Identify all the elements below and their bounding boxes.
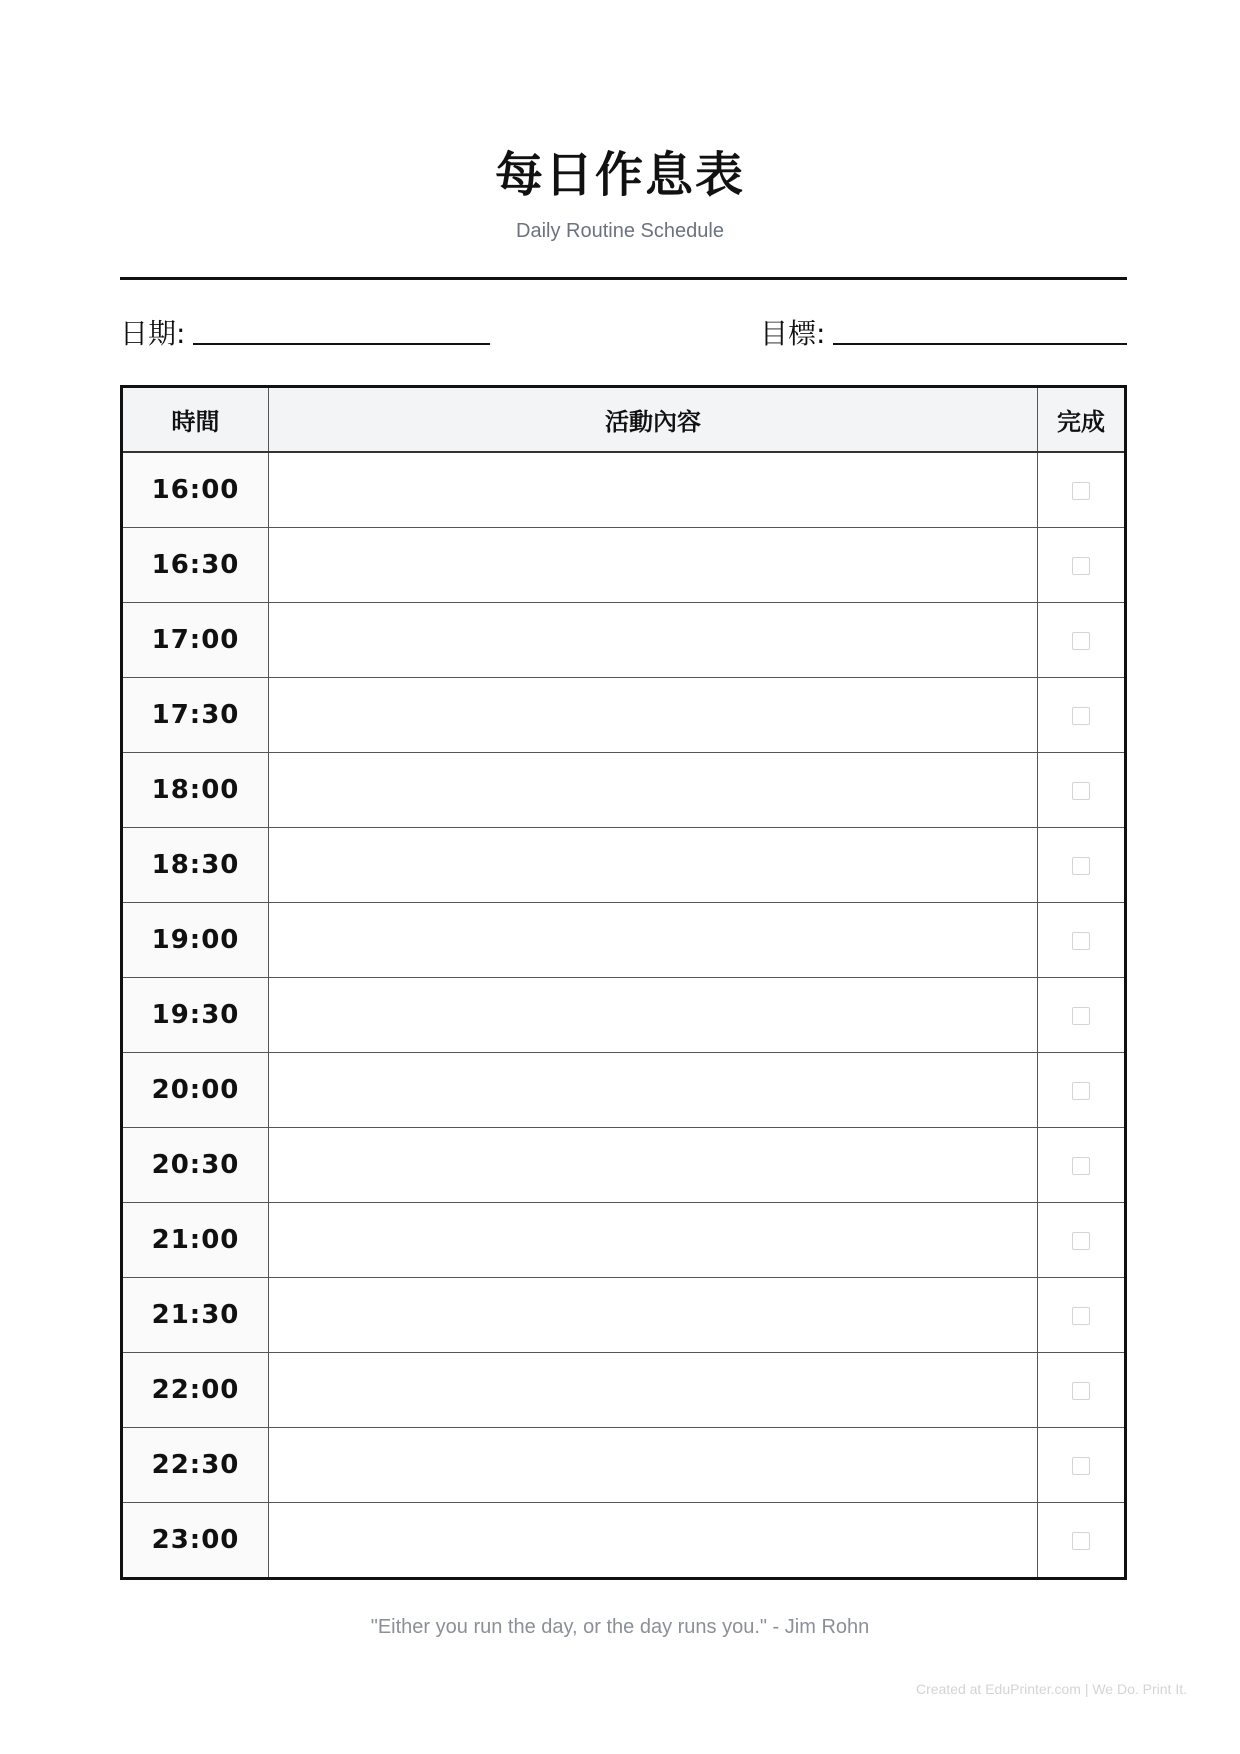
done-checkbox[interactable]: [1072, 1007, 1090, 1025]
done-checkbox[interactable]: [1072, 632, 1090, 650]
activity-cell[interactable]: [269, 603, 1038, 678]
done-column-header: 完成: [1038, 387, 1126, 453]
table-row: [122, 1278, 1126, 1353]
time-cell: 16:30: [122, 528, 269, 603]
done-checkbox[interactable]: [1072, 1307, 1090, 1325]
table-row: [122, 1503, 1126, 1579]
done-checkbox[interactable]: [1072, 1232, 1090, 1250]
schedule-table: [120, 385, 1127, 1580]
activity-cell[interactable]: [269, 452, 1038, 528]
time-cell: 21:30: [122, 1278, 269, 1353]
table-row: [122, 528, 1126, 603]
table-header-row: [122, 387, 1126, 453]
goal-field[interactable]: [760, 312, 1127, 352]
table-row: [122, 978, 1126, 1053]
table-row: [122, 452, 1126, 528]
done-checkbox[interactable]: [1072, 557, 1090, 575]
time-cell: 18:30: [122, 828, 269, 903]
activity-cell[interactable]: [269, 1053, 1038, 1128]
goal-write-line[interactable]: [833, 342, 1127, 345]
time-cell: 22:00: [122, 1353, 269, 1428]
done-cell: [1038, 828, 1126, 903]
time-cell: 19:00: [122, 903, 269, 978]
activity-column-header: 活動內容: [269, 387, 1038, 453]
time-cell: 23:00: [122, 1503, 269, 1579]
done-checkbox[interactable]: [1072, 1457, 1090, 1475]
done-cell: [1038, 1128, 1126, 1203]
time-column-header: 時間: [122, 387, 269, 453]
table-row: [122, 1203, 1126, 1278]
time-cell: 22:30: [122, 1428, 269, 1503]
activity-cell[interactable]: [269, 978, 1038, 1053]
table-row: [122, 603, 1126, 678]
table-row: [122, 1128, 1126, 1203]
done-checkbox[interactable]: [1072, 932, 1090, 950]
footer-credit: Created at EduPrinter.com | We Do. Print It.: [915, 1681, 1187, 1697]
activity-cell[interactable]: [269, 828, 1038, 903]
done-cell: [1038, 528, 1126, 603]
done-checkbox[interactable]: [1072, 857, 1090, 875]
done-checkbox[interactable]: [1072, 1157, 1090, 1175]
time-cell: 17:30: [122, 678, 269, 753]
page-subtitle: Daily Routine Schedule: [516, 220, 724, 242]
time-cell: 16:00: [122, 452, 269, 528]
done-cell: [1038, 978, 1126, 1053]
activity-cell[interactable]: [269, 1128, 1038, 1203]
activity-cell[interactable]: [269, 1428, 1038, 1503]
page-title: 每日作息表: [494, 147, 745, 203]
time-cell: 19:30: [122, 978, 269, 1053]
table-row: [122, 678, 1126, 753]
done-checkbox[interactable]: [1072, 707, 1090, 725]
table-row: [122, 1428, 1126, 1503]
done-cell: [1038, 903, 1126, 978]
done-cell: [1038, 1503, 1126, 1579]
activity-cell[interactable]: [269, 903, 1038, 978]
schedule-body: [122, 452, 1126, 1579]
date-field[interactable]: [120, 312, 490, 352]
done-cell: [1038, 1278, 1126, 1353]
activity-cell[interactable]: [269, 753, 1038, 828]
done-checkbox[interactable]: [1072, 1382, 1090, 1400]
table-row: [122, 903, 1126, 978]
table-row: [122, 1053, 1126, 1128]
activity-cell[interactable]: [269, 528, 1038, 603]
time-cell: 21:00: [122, 1203, 269, 1278]
done-cell: [1038, 603, 1126, 678]
header-divider: [120, 277, 1127, 280]
table-row: [122, 828, 1126, 903]
done-cell: [1038, 1428, 1126, 1503]
goal-label: 目標:: [760, 317, 826, 350]
done-checkbox[interactable]: [1072, 1082, 1090, 1100]
footer-quote: "Either you run the day, or the day runs you." - Jim Rohn: [370, 1616, 870, 1638]
done-checkbox[interactable]: [1072, 782, 1090, 800]
done-cell: [1038, 678, 1126, 753]
activity-cell[interactable]: [269, 1503, 1038, 1579]
done-cell: [1038, 452, 1126, 528]
activity-cell[interactable]: [269, 678, 1038, 753]
done-cell: [1038, 1353, 1126, 1428]
table-row: [122, 1353, 1126, 1428]
activity-cell[interactable]: [269, 1203, 1038, 1278]
done-cell: [1038, 1053, 1126, 1128]
activity-cell[interactable]: [269, 1278, 1038, 1353]
time-cell: 17:00: [122, 603, 269, 678]
time-cell: 20:30: [122, 1128, 269, 1203]
done-checkbox[interactable]: [1072, 482, 1090, 500]
activity-cell[interactable]: [269, 1353, 1038, 1428]
table-row: [122, 753, 1126, 828]
done-checkbox[interactable]: [1072, 1532, 1090, 1550]
time-cell: 20:00: [122, 1053, 269, 1128]
done-cell: [1038, 753, 1126, 828]
time-cell: 18:00: [122, 753, 269, 828]
done-cell: [1038, 1203, 1126, 1278]
date-write-line[interactable]: [193, 342, 490, 345]
date-label: 日期:: [120, 317, 186, 350]
